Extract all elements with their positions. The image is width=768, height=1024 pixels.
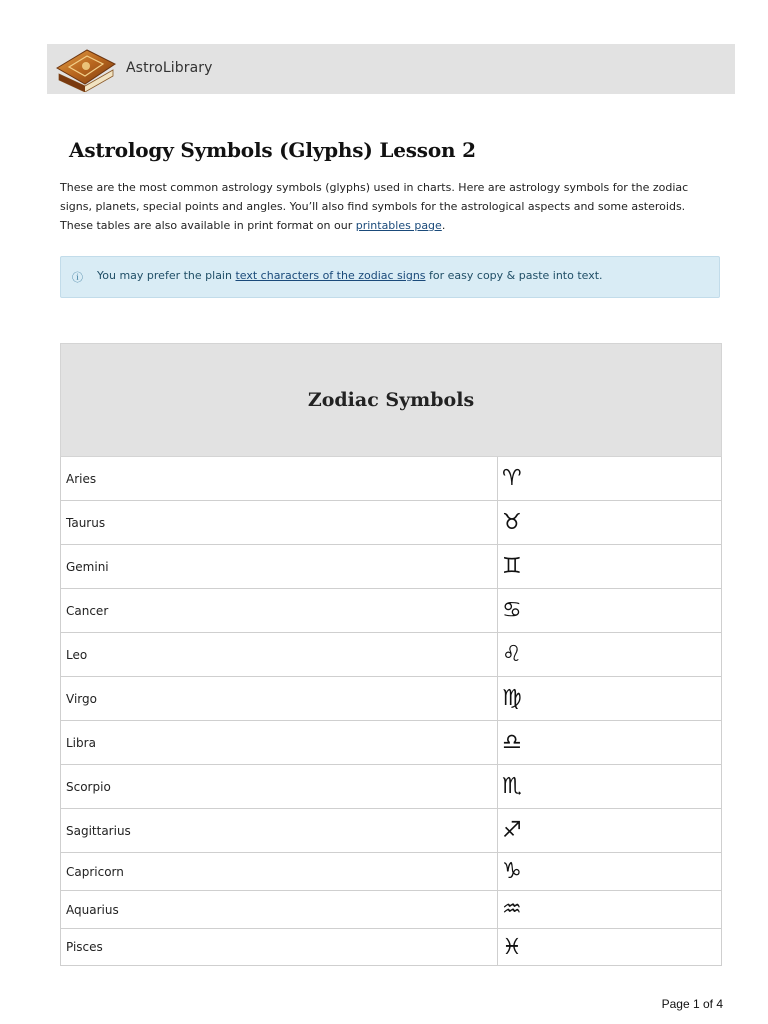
table-row xyxy=(61,809,722,853)
table-heading: Zodiac Symbols xyxy=(61,344,722,457)
zodiac-sign-name: Virgo xyxy=(61,677,498,721)
printables-link[interactable]: printables page xyxy=(355,219,442,232)
table-row xyxy=(61,501,722,545)
intro-text-end: . xyxy=(441,219,446,232)
zodiac-glyph: ♌︎ xyxy=(498,633,722,677)
zodiac-sign-name: Leo xyxy=(61,633,498,677)
text-characters-link[interactable]: text characters of the zodiac signs xyxy=(235,269,426,282)
info-icon: ⓘ xyxy=(72,271,83,284)
site-name[interactable]: AstroLibrary xyxy=(126,60,213,76)
table-row xyxy=(61,589,722,633)
note-text xyxy=(97,269,603,282)
zodiac-sign-name: Gemini xyxy=(61,545,498,589)
table-row xyxy=(61,545,722,589)
info-note xyxy=(60,256,720,298)
zodiac-sign-name: Scorpio xyxy=(61,765,498,809)
page-number: Page 1 of 4 xyxy=(661,997,723,1011)
zodiac-sign-name: Capricorn xyxy=(61,853,498,891)
zodiac-glyph: ♓︎ xyxy=(498,929,722,966)
zodiac-glyph: ♈︎ xyxy=(498,457,722,501)
zodiac-table-container xyxy=(60,343,721,966)
table-header-row xyxy=(61,344,722,457)
table-row xyxy=(61,721,722,765)
zodiac-sign-name: Pisces xyxy=(61,929,498,966)
zodiac-sign-name: Taurus xyxy=(61,501,498,545)
intro-paragraph xyxy=(60,178,720,235)
zodiac-glyph: ♎︎ xyxy=(498,721,722,765)
page-title: Astrology Symbols (Glyphs) Lesson 2 xyxy=(69,138,476,162)
table-row xyxy=(61,853,722,891)
site-header xyxy=(47,44,735,94)
intro-text: These are the most common astrology symbols (glyphs) used in charts. Here are astrology symbols for the zodiac signs, planets, special points and angles. You’ll also find symbols for the astrological aspects and some asteroids. These tables are also available in print format on our xyxy=(60,181,689,232)
zodiac-glyph: ♐︎ xyxy=(498,809,722,853)
table-row xyxy=(61,891,722,929)
table-row xyxy=(61,929,722,966)
old-book-icon[interactable] xyxy=(55,46,117,92)
zodiac-glyph: ♏︎ xyxy=(498,765,722,809)
zodiac-sign-name: Aries xyxy=(61,457,498,501)
zodiac-sign-name: Aquarius xyxy=(61,891,498,929)
zodiac-glyph: ♋︎ xyxy=(498,589,722,633)
zodiac-glyph: ♉︎ xyxy=(498,501,722,545)
zodiac-glyph: ♒︎ xyxy=(498,891,722,929)
table-row xyxy=(61,677,722,721)
note-text-end: for easy copy & paste into text. xyxy=(425,269,603,282)
zodiac-symbols-table xyxy=(60,343,722,966)
zodiac-sign-name: Sagittarius xyxy=(61,809,498,853)
zodiac-sign-name: Libra xyxy=(61,721,498,765)
table-row xyxy=(61,633,722,677)
zodiac-glyph: ♑︎ xyxy=(498,853,722,891)
zodiac-glyph: ♊︎ xyxy=(498,545,722,589)
zodiac-sign-name: Cancer xyxy=(61,589,498,633)
note-text-start: You may prefer the plain xyxy=(97,269,236,282)
table-body xyxy=(61,457,722,966)
zodiac-glyph: ♍︎ xyxy=(498,677,722,721)
table-row xyxy=(61,765,722,809)
table-row xyxy=(61,457,722,501)
